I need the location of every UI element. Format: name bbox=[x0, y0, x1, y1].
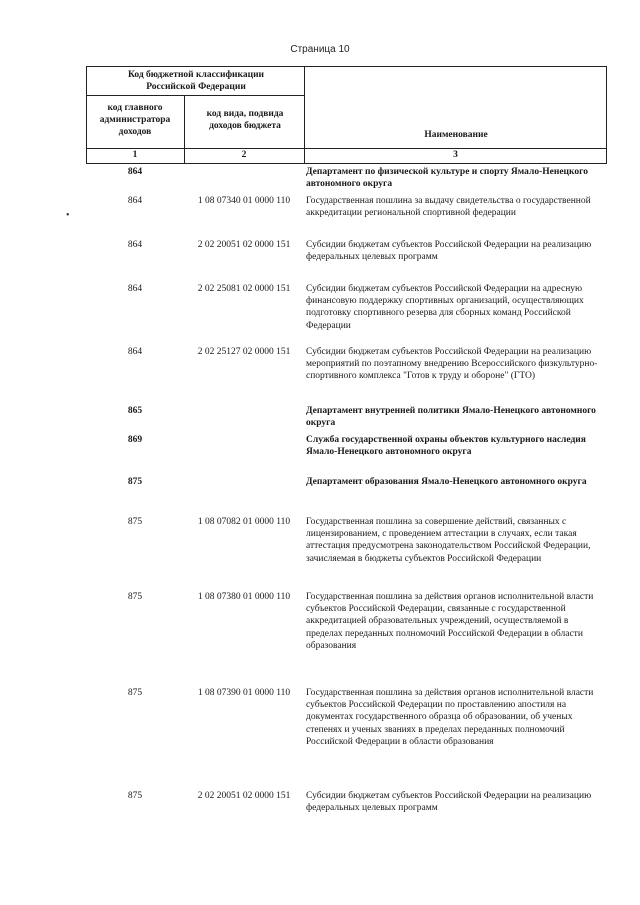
row-name: Департамент по физической культуре и спорту Ямало-Ненецкого автономного округа bbox=[306, 167, 588, 190]
row-name: Субсидии бюджетам субъектов Российской Федерации на реализацию федеральных целевых программ bbox=[306, 791, 592, 814]
admin-code: 875 bbox=[127, 592, 143, 602]
table-header bbox=[86, 66, 607, 164]
row-name: Служба государственной охраны объектов культурного наследия Ямало-Ненецкого автономного округа bbox=[306, 435, 586, 458]
row-name: Субсидии бюджетам субъектов Российской Федерации на реализацию федеральных целевых программ bbox=[306, 240, 592, 263]
admin-code: 875 bbox=[127, 791, 143, 801]
header-col2: код вида, подвида доходов бюджета bbox=[206, 109, 284, 131]
admin-code: 865 bbox=[127, 406, 143, 416]
row-name: Государственная пошлина за выдачу свидетельства о государственной аккредитации региональной спортивной федерации bbox=[306, 196, 591, 219]
admin-code: 864 bbox=[127, 240, 143, 250]
admin-code: 864 bbox=[127, 196, 143, 206]
header-group-title: Код бюджетной классификации Российской Федерации bbox=[127, 70, 265, 92]
page-label: Страница 10 bbox=[290, 44, 350, 55]
admin-code: 875 bbox=[127, 477, 143, 487]
admin-code: 864 bbox=[127, 167, 143, 177]
scan-mark: • bbox=[66, 210, 70, 221]
row-name: Государственная пошлина за совершение действий, связанных с лицензированием, с проведением аттестации в случаях, если такая аттестация предусмотрена законодательством Российской Федерации, зачисляемая в бюджеты субъектов Российской Федерации bbox=[306, 517, 591, 564]
admin-code: 875 bbox=[127, 517, 143, 527]
revenue-code: 2 02 20051 02 0000 151 bbox=[197, 791, 291, 801]
col-number-3: 3 bbox=[453, 150, 458, 160]
col-number-1: 1 bbox=[132, 150, 138, 160]
revenue-code: 2 02 25081 02 0000 151 bbox=[197, 284, 291, 294]
row-name: Государственная пошлина за действия органов исполнительной власти субъектов Российской Федерации, связанные с государственной аккредитацией образовательных учреждений, осуществляемой в пределах переданных полномочий Российской Федерации в области образования bbox=[306, 592, 594, 651]
revenue-code: 1 08 07082 01 0000 110 bbox=[197, 517, 291, 527]
revenue-code: 1 08 07380 01 0000 110 bbox=[197, 592, 291, 602]
row-name: Субсидии бюджетам субъектов Российской Федерации на адресную финансовую поддержку спортивных организаций, осуществляющих подготовку спортивного резерва для сборных команд Российской Федерации bbox=[306, 284, 584, 331]
revenue-code: 1 08 07390 01 0000 110 bbox=[197, 688, 291, 698]
row-name: Субсидии бюджетам субъектов Российской Федерации на реализацию мероприятий по поэтапному внедрению Всероссийского физкультурно-спортивного комплекса "Готов к труду и обороне" (ГТО) bbox=[306, 347, 598, 382]
revenue-code: 1 08 07340 01 0000 110 bbox=[197, 196, 291, 206]
revenue-code: 2 02 25127 02 0000 151 bbox=[197, 347, 291, 357]
row-name: Государственная пошлина за действия органов исполнительной власти субъектов Российской Федерации по проставлению апостиля на документах государственного образца об образовании, об ученых степенях и ученых званиях в пределах переданных полномочий Российской Федерации в области образования bbox=[306, 688, 594, 747]
row-name: Департамент внутренней политики Ямало-Ненецкого автономного округа bbox=[306, 406, 596, 429]
col-number-2: 2 bbox=[241, 150, 247, 160]
admin-code: 869 bbox=[127, 435, 143, 445]
header-col3: Наименование bbox=[424, 130, 488, 140]
admin-code: 864 bbox=[127, 347, 143, 357]
header-col1: код главного администратора доходов bbox=[99, 103, 171, 137]
admin-code: 864 bbox=[127, 284, 143, 294]
admin-code: 875 bbox=[127, 688, 143, 698]
row-name: Департамент образования Ямало-Ненецкого автономного округа bbox=[306, 477, 587, 487]
revenue-code: 2 02 20051 02 0000 151 bbox=[197, 240, 291, 250]
